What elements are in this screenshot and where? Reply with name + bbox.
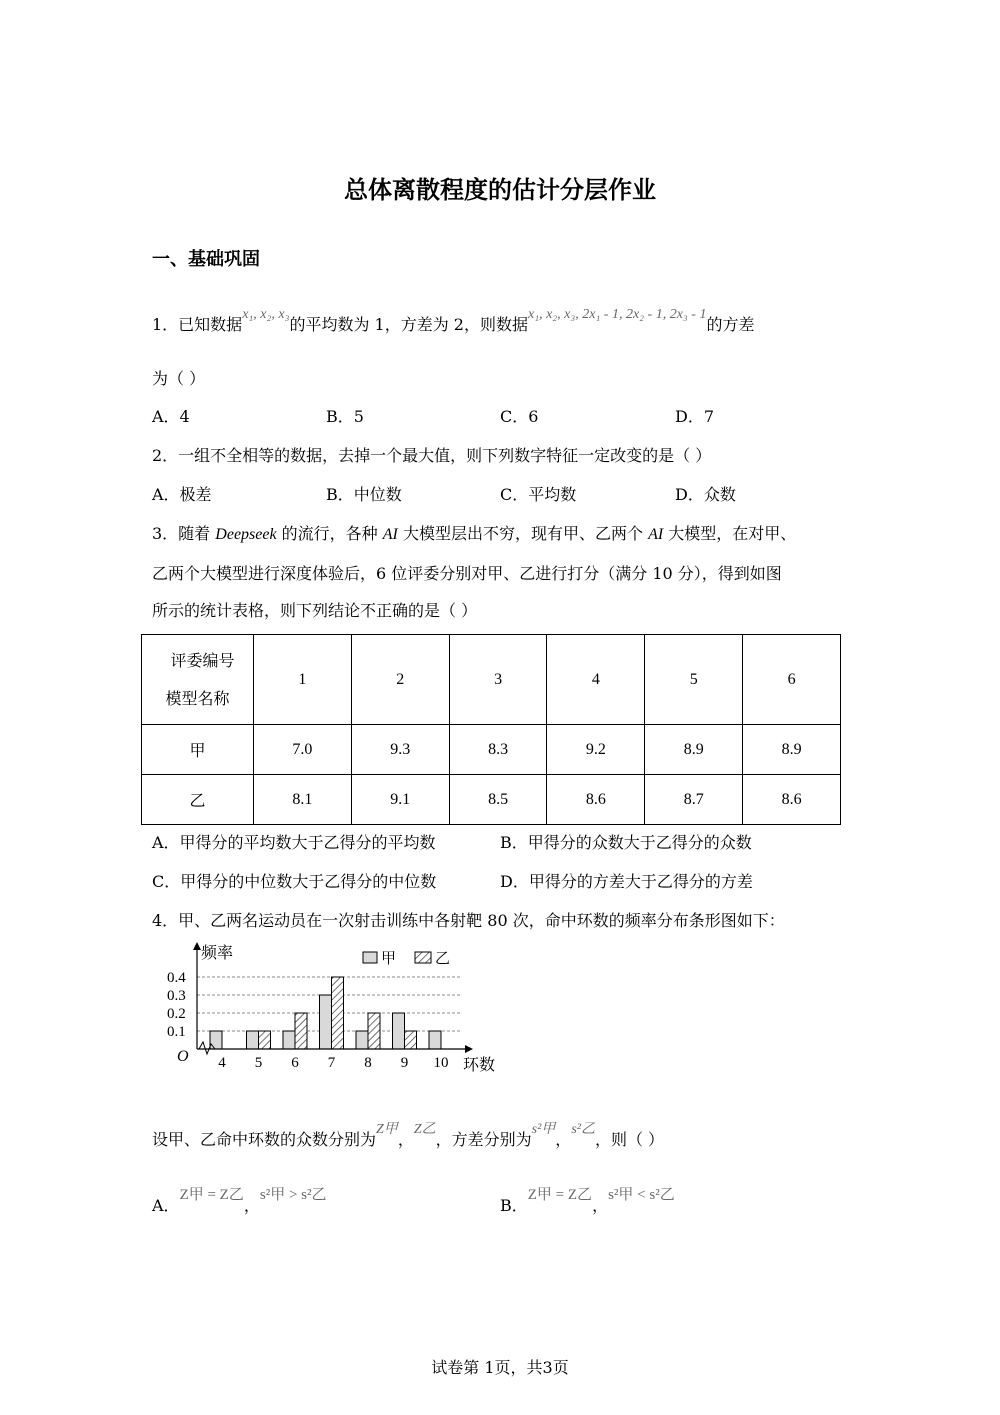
y-axis-label: 频率 xyxy=(201,943,234,962)
bar-jia xyxy=(210,1031,222,1049)
table-cell: 8.1 xyxy=(254,775,352,825)
q4-option-b-label: B． xyxy=(500,1196,528,1215)
q4-option-b xyxy=(500,1187,675,1216)
x-tick-label: 4 xyxy=(218,1055,226,1071)
frequency-bar-chart xyxy=(165,940,515,1080)
question-1-line-2: 为（ ） xyxy=(152,369,206,388)
q4-option-a xyxy=(152,1187,327,1216)
bar-yi xyxy=(295,1013,307,1049)
y-tick-label: 0.3 xyxy=(167,988,186,1004)
bar-jia xyxy=(320,995,332,1049)
y-tick-label: 0.4 xyxy=(167,970,186,986)
table-cell: 8.6 xyxy=(743,775,841,825)
q3-text-a: 3．随着 xyxy=(152,524,216,543)
q3-text-e: 大模型层出不穷，现有甲、乙两个 xyxy=(397,524,649,543)
q4-option-b-math-2: s²甲 < s²乙 xyxy=(608,1187,675,1203)
bar-jia xyxy=(283,1031,295,1049)
q1-math-a: x₁, x₂, x₃ xyxy=(242,307,290,322)
bar-yi xyxy=(259,1031,271,1049)
q4-text-e: ，则（ ） xyxy=(594,1130,665,1149)
q4-s-jia: s²甲 xyxy=(531,1122,556,1137)
table-row-name: 甲 xyxy=(142,725,254,775)
y-axis-arrow xyxy=(193,942,201,950)
q2-option-b: B．中位数 xyxy=(326,485,402,504)
question-1-line-1 xyxy=(152,307,755,335)
bar-jia xyxy=(247,1031,259,1049)
table-col-header: 5 xyxy=(645,635,743,725)
origin-label: O xyxy=(177,1048,189,1065)
x-tick-label: 9 xyxy=(400,1055,409,1071)
table-col-header: 6 xyxy=(743,635,841,725)
q3-ai-2: AI xyxy=(648,526,664,543)
q4-text-b: ， xyxy=(397,1130,414,1149)
q4-option-a-label: A． xyxy=(152,1196,180,1215)
header-judge-label: 评委编号 xyxy=(170,650,235,670)
q1-option-a: A．4 xyxy=(152,407,190,426)
q1-text-2: 的平均数为 1，方差为 2，则数据 xyxy=(289,315,528,334)
q3-option-d: D．甲得分的方差大于乙得分的方差 xyxy=(500,872,753,891)
legend-label-yi: 乙 xyxy=(435,949,451,967)
table-col-header: 1 xyxy=(254,635,352,725)
table-cell: 8.5 xyxy=(449,775,547,825)
q1-option-c: C．6 xyxy=(500,407,539,426)
page-title: 总体离散程度的估计分层作业 xyxy=(344,176,656,204)
question-3-line-1 xyxy=(152,521,796,544)
q4-option-b-math-1: Z甲 = Z乙 xyxy=(527,1187,593,1203)
section-heading: 一、基础巩固 xyxy=(152,249,260,270)
question-4-text: 4．甲、乙两名运动员在一次射击训练中各射靶 80 次，命中环数的频率分布条形图如下： xyxy=(152,911,785,930)
table-col-header: 4 xyxy=(547,635,645,725)
q1-option-b: B．5 xyxy=(326,407,364,426)
table-cell: 9.3 xyxy=(351,725,449,775)
x-tick-label: 6 xyxy=(291,1055,299,1071)
q4-text-a: 设甲、乙命中环数的众数分别为 xyxy=(152,1130,377,1149)
y-tick-label: 0.1 xyxy=(167,1024,186,1040)
legend-label-jia: 甲 xyxy=(381,949,397,967)
x-tick-label: 10 xyxy=(433,1055,449,1071)
score-table xyxy=(141,634,841,825)
q4-s-yi: s²乙 xyxy=(571,1122,595,1137)
x-axis-label: 环数 xyxy=(463,1055,496,1074)
q2-option-d: D．众数 xyxy=(675,485,736,504)
table-header-row xyxy=(142,635,841,725)
question-3-line-3: 所示的统计表格，则下列结论不正确的是（ ） xyxy=(152,601,478,620)
bar-yi xyxy=(405,1031,417,1049)
bar-jia xyxy=(429,1031,441,1049)
q2-option-a: A．极差 xyxy=(152,485,212,504)
table-col-header: 2 xyxy=(351,635,449,725)
table-cell: 8.7 xyxy=(645,775,743,825)
q3-option-a: A．甲得分的平均数大于乙得分的平均数 xyxy=(152,833,436,852)
legend-swatch-yi xyxy=(415,952,431,963)
bar-jia xyxy=(393,1013,405,1049)
table-corner-cell xyxy=(142,635,254,725)
page-footer: 试卷第 1页，共3页 xyxy=(431,1358,569,1377)
q3-ai-1: AI xyxy=(382,526,398,543)
bar-yi xyxy=(332,977,344,1049)
x-tick-label: 8 xyxy=(364,1055,372,1071)
q1-math-b: x₁, x₂, x₃, 2x₁ - 1, 2x₂ - 1, 2x₃ - 1 xyxy=(527,307,707,322)
table-cell: 8.9 xyxy=(743,725,841,775)
legend-swatch-jia xyxy=(363,952,377,963)
q4-option-a-sep: ， xyxy=(243,1196,260,1215)
q3-text-g: 大模型，在对甲、 xyxy=(663,524,797,543)
chart-legend xyxy=(363,949,450,967)
table-row xyxy=(142,725,841,775)
question-3-line-2: 乙两个大模型进行深度体验后，6 位评委分别对甲、乙进行打分（满分 10 分），得到如图 xyxy=(152,564,782,583)
x-axis-arrow xyxy=(465,1045,473,1053)
table-cell: 8.6 xyxy=(547,775,645,825)
y-tick-label: 0.2 xyxy=(167,1006,186,1022)
q3-option-b: B．甲得分的众数大于乙得分的众数 xyxy=(500,833,752,852)
table-col-header: 3 xyxy=(449,635,547,725)
bar-yi xyxy=(368,1013,380,1049)
q4-z-yi: Z乙 xyxy=(413,1122,436,1137)
q4-option-a-math-1: Z甲 = Z乙 xyxy=(179,1187,244,1203)
q3-deepseek: Deepseek xyxy=(215,526,277,543)
table-cell: 8.9 xyxy=(645,725,743,775)
question-4-line-2 xyxy=(152,1122,665,1150)
q3-text-c: 的流行，各种 xyxy=(276,524,383,543)
q3-option-c: C．甲得分的中位数大于乙得分的中位数 xyxy=(152,872,437,891)
q4-option-a-math-2: s²甲 > s²乙 xyxy=(259,1187,327,1203)
q4-z-jia: Z甲 xyxy=(376,1122,398,1137)
q4-option-b-sep: ， xyxy=(592,1196,609,1215)
bar-jia xyxy=(356,1031,368,1049)
table-row xyxy=(142,775,841,825)
q1-text-3: 的方差 xyxy=(706,315,755,334)
table-cell: 8.3 xyxy=(449,725,547,775)
table-row-name: 乙 xyxy=(142,775,254,825)
x-tick-label: 7 xyxy=(327,1055,336,1071)
question-2-text: 2．一组不全相等的数据，去掉一个最大值，则下列数字特征一定改变的是（ ） xyxy=(152,446,712,465)
table-cell: 9.1 xyxy=(351,775,449,825)
q1-option-d: D．7 xyxy=(675,407,715,426)
q4-text-c: ，方差分别为 xyxy=(435,1130,532,1149)
x-tick-label: 5 xyxy=(254,1055,263,1071)
table-cell: 7.0 xyxy=(254,725,352,775)
q2-option-c: C．平均数 xyxy=(500,485,577,504)
q4-text-d: ， xyxy=(555,1130,572,1149)
header-model-label: 模型名称 xyxy=(165,688,230,708)
q1-text-1: 1．已知数据 xyxy=(152,315,243,334)
table-cell: 9.2 xyxy=(547,725,645,775)
